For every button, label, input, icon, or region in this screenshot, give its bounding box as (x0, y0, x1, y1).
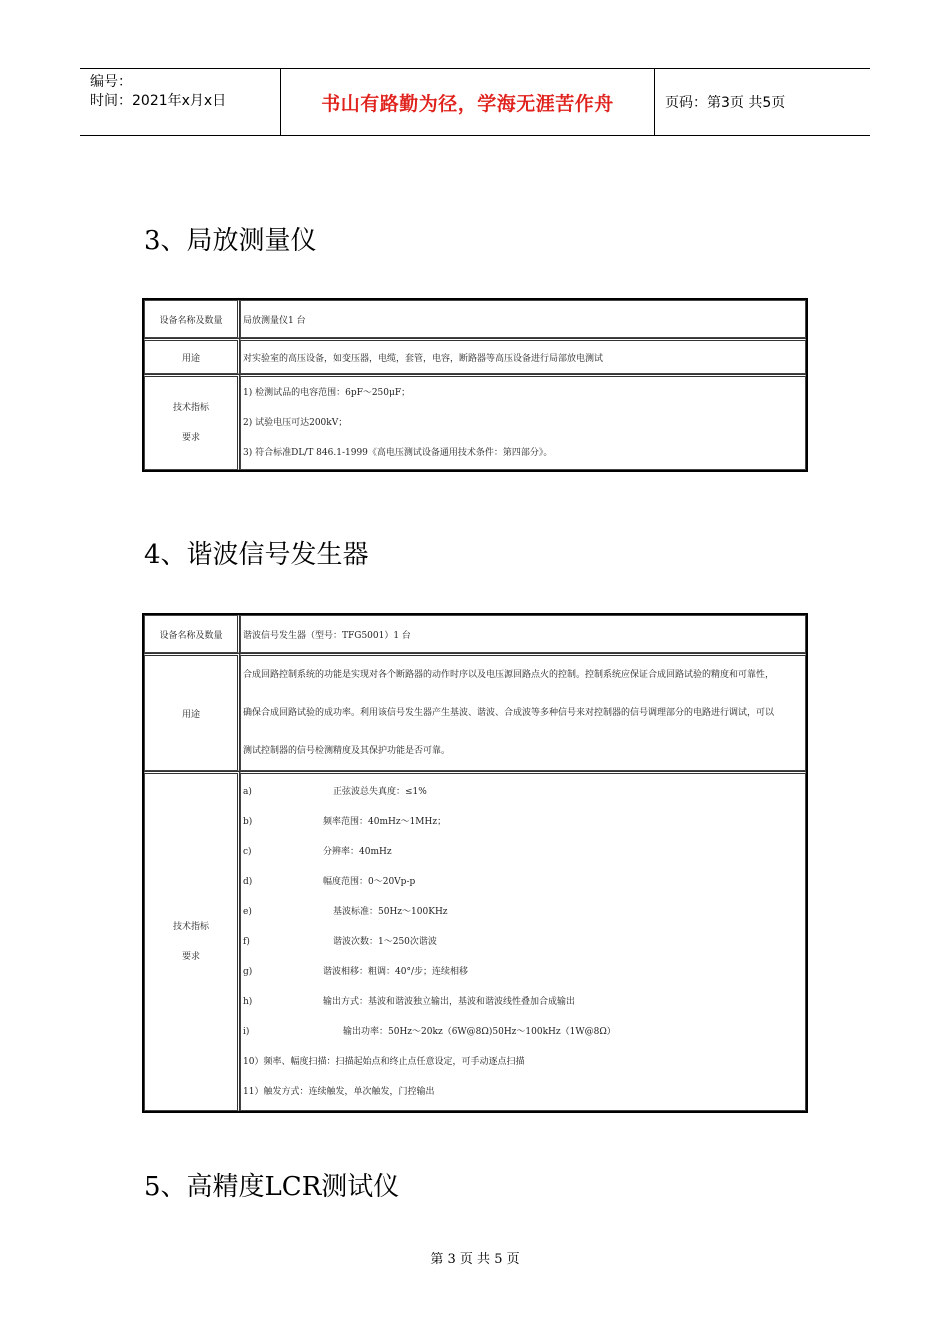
section-title-4: 4、谐波信号发生器 (144, 540, 369, 570)
list-item (243, 867, 803, 897)
number-label: 编号： (90, 74, 132, 90)
list-item (243, 897, 803, 927)
item-value: 幅度范围：0～20Vp-p (323, 877, 416, 887)
item-key: a) (243, 787, 252, 797)
item-value: 谐波次数：1～250次谐波 (333, 937, 437, 947)
list-item (243, 987, 803, 1017)
item-key: i) (243, 1027, 250, 1037)
item-key: h) (243, 997, 253, 1007)
list-item (243, 957, 803, 987)
spec-table-3 (142, 298, 808, 472)
header-page-label: 页码：第3页 共5页 (665, 95, 786, 111)
row-label (144, 374, 240, 470)
item-value: 基波标准：50Hz～100KHz (333, 907, 448, 917)
section-title-5: 5、高精度LCR测试仪 (144, 1172, 400, 1202)
item-value: 正弦波总失真度：≤1% (333, 787, 427, 797)
time-label: 时间：2021年x月x日 (90, 93, 227, 109)
row-label: 用途 (144, 338, 240, 374)
row-value (240, 374, 806, 470)
item-key: e) (243, 907, 252, 917)
list-item (243, 1017, 803, 1047)
table-row (144, 300, 806, 338)
row-value (240, 653, 806, 771)
section-title-3: 3、局放测量仪 (144, 226, 317, 256)
list-item (243, 777, 803, 807)
item-key: g) (243, 967, 253, 977)
label-line: 技术指标 (172, 922, 209, 932)
row-value: 谐波信号发生器（型号：TFG5001）1 台 (240, 615, 806, 653)
list-item: 10）频率、幅度扫描：扫描起始点和终止点任意设定，可手动逐点扫描 (243, 1057, 525, 1067)
table-row (144, 338, 806, 374)
row-label: 设备名称及数量 (144, 615, 240, 653)
table-row (144, 653, 806, 771)
list-item: 确保合成回路试验的成功率。利用该信号发生器产生基波、谐波、合成波等多种信号来对控制器的信号调理部分的电路进行调试，可以 (243, 708, 775, 718)
table-row (144, 771, 806, 1111)
list-item (243, 807, 803, 837)
row-value (240, 771, 806, 1111)
item-value: 分辨率：40mHz (323, 847, 392, 857)
item-key: f) (243, 937, 250, 947)
list-item (243, 837, 803, 867)
page-header (80, 68, 870, 136)
header-meta (80, 69, 281, 135)
page-footer: 第 3 页 共 5 页 (430, 1252, 520, 1267)
label-line: 技术指标 (172, 403, 209, 413)
row-value: 局放测量仪1 台 (240, 300, 806, 338)
row-value: 对实验室的高压设备，如变压器，电缆，套管，电容，断路器等高压设备进行局部放电测试 (240, 338, 806, 374)
spec-table-4 (142, 613, 808, 1113)
table-row (144, 374, 806, 470)
item-value: 输出功率：50Hz～20kz（6W@8Ω)50Hz～100kHz（1W@8Ω） (343, 1027, 616, 1037)
list-item: 11）触发方式：连续触发，单次触发，门控输出 (243, 1087, 435, 1097)
row-label: 用途 (144, 653, 240, 771)
list-item: 合成回路控制系统的功能是实现对各个断路器的动作时序以及电压源回路点火的控制。控制系统应保证合成回路试验的精度和可靠性， (243, 670, 775, 680)
item-key: c) (243, 847, 252, 857)
table-row (144, 615, 806, 653)
list-item: 测试控制器的信号检测精度及其保护功能是否可靠。 (243, 746, 451, 756)
list-item: 3) 符合标准DL/T 846.1-1999《高电压测试设备通用技术条件：第四部分》。 (243, 448, 553, 458)
list-item (243, 927, 803, 957)
list-item: 2) 试验电压可达200kV； (243, 418, 348, 428)
item-key: d) (243, 877, 253, 887)
list-item: 1) 检测试品的电容范围：6pF～250μF； (243, 388, 411, 398)
label-line: 要求 (181, 952, 200, 962)
row-label: 设备名称及数量 (144, 300, 240, 338)
header-motto: 书山有路勤为径，学海无涯苦作舟 (281, 69, 655, 135)
row-label (144, 771, 240, 1111)
item-value: 频率范围：40mHz～1MHz； (323, 817, 447, 827)
label-line: 要求 (181, 433, 200, 443)
item-value: 谐波相移：粗调：40°/步；连续相移 (323, 967, 468, 977)
item-value: 输出方式：基波和谐波独立输出，基波和谐波线性叠加合成输出 (323, 997, 576, 1007)
item-key: b) (243, 817, 253, 827)
